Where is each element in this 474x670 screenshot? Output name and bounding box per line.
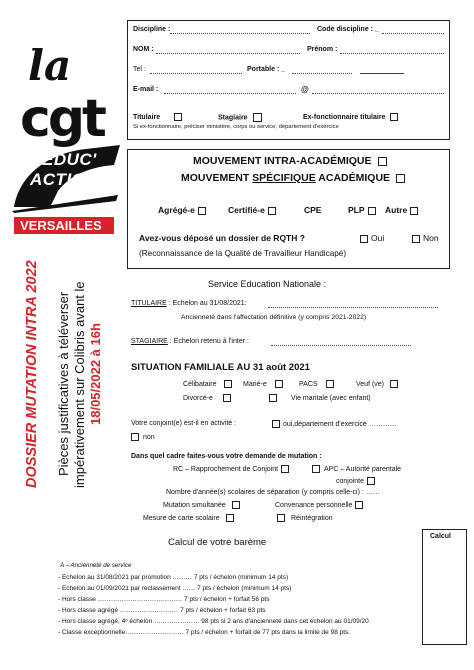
- certifie-option[interactable]: [228, 205, 276, 215]
- titulaire-echelon-text: : Echelon au 31/08/2021:: [166, 300, 247, 307]
- plp-label: PLP: [348, 205, 365, 215]
- apc-conjointe-option[interactable]: [336, 477, 375, 485]
- reintegration-label: Réintégration: [291, 514, 333, 522]
- agrege-label: Agrégé-e: [158, 205, 195, 215]
- side-line-1: Pièces justificatives à téléverser: [56, 291, 71, 476]
- svg-text:la: la: [28, 41, 72, 90]
- email-label: E-mail :: [133, 86, 159, 93]
- reintegration-checkbox[interactable]: [277, 514, 285, 522]
- bareme-row-3: - Hors classe ………………………………… 7 pts / échelon + forfait 56 pts: [58, 596, 270, 603]
- agrege-checkbox[interactable]: [198, 207, 206, 215]
- titulaire-label: Titulaire: [133, 113, 161, 121]
- rqth-non-option[interactable]: [412, 233, 439, 243]
- ex-fonctionnaire-option[interactable]: [303, 113, 398, 121]
- anciennete-label: Ancienneté dans l'affectation définitive (y compris 2021-2022): [181, 314, 367, 321]
- ex-fonctionnaire-checkbox[interactable]: [390, 113, 398, 121]
- prenom-field[interactable]: [340, 53, 444, 54]
- apc-option[interactable]: [312, 465, 401, 473]
- service-title: Service Education Nationale :: [208, 279, 327, 289]
- plp-option[interactable]: [348, 205, 376, 215]
- pacs-checkbox[interactable]: [326, 380, 334, 388]
- celibataire-label: Célibataire: [183, 380, 217, 388]
- divorce-label: Divorcé-e: [183, 394, 213, 402]
- stagiaire-checkbox[interactable]: [253, 113, 262, 122]
- titulaire-echelon: [131, 300, 247, 307]
- portable-label: Portable : _: [247, 66, 286, 73]
- titulaire-option[interactable]: [133, 113, 182, 121]
- conjoint-oui-label: oui,département d'exercice …………: [283, 420, 397, 428]
- discipline-label: Discipline :: [133, 26, 171, 33]
- cadre-question: Dans quel cadre faites-vous votre demande de mutation :: [131, 453, 322, 460]
- simultanee-option[interactable]: [163, 501, 240, 509]
- apc-checkbox[interactable]: [312, 465, 320, 473]
- calcul-label: Calcul: [430, 533, 452, 540]
- carte-label: Mesure de carte scolaire: [143, 514, 220, 522]
- code-discipline-field[interactable]: [382, 33, 444, 34]
- dossier-title: DOSSIER MUTATION INTRA 2022: [24, 260, 40, 488]
- calcul-box[interactable]: [422, 529, 467, 645]
- conjoint-non-checkbox[interactable]: [131, 433, 139, 441]
- bareme-title: Calcul de votre barème: [168, 537, 267, 548]
- rqth-non-label: Non: [423, 233, 439, 243]
- divorce-option[interactable]: [183, 394, 231, 402]
- titulaire-checkbox[interactable]: [174, 113, 182, 121]
- email-domain-field[interactable]: [312, 93, 444, 94]
- bareme-row-5: - Hors classe agrégé, 4ᵉ échelon ………………… 98 pts si 2 ans d'ancienneté dans cet échelon au 01/09/20: [58, 618, 369, 625]
- agrege-option[interactable]: [158, 205, 206, 215]
- conjoint-non-option[interactable]: [131, 433, 155, 441]
- marie-label: Marié-e: [243, 380, 267, 388]
- pacs-label: PACS: [299, 380, 318, 388]
- divorce-checkbox[interactable]: [223, 394, 231, 402]
- tel-label: Tel :: [133, 66, 146, 73]
- identity-box: [127, 20, 450, 140]
- celibataire-checkbox[interactable]: [224, 380, 232, 388]
- situation-title: SITUATION FAMILIALE AU 31 août 2021: [131, 362, 310, 373]
- marie-checkbox[interactable]: [275, 380, 283, 388]
- mouvement-specifique-b: SPÉCIFIQUE: [252, 172, 316, 184]
- rqth-oui-label: Oui: [371, 233, 385, 243]
- cpe-option[interactable]: [304, 205, 321, 215]
- educ-line1: ÉDUC': [42, 150, 97, 169]
- apc-label: APC – Autorité parentale: [324, 465, 402, 473]
- titulaire-section-label: TITULAIRE: [131, 300, 167, 307]
- carte-option[interactable]: [143, 514, 234, 522]
- mouvement-specifique-checkbox[interactable]: [396, 174, 405, 183]
- ex-fonctionnaire-label: Ex-fonctionnaire titulaire: [303, 113, 386, 121]
- simultanee-checkbox[interactable]: [232, 501, 240, 509]
- bareme-row-2: - Echelon au 01/09/2021 par reclassement …… 7 pts / échelon (minimum 14 pts): [58, 585, 292, 592]
- stagiaire-echelon-text: : Echelon retenu à l'inter :: [167, 338, 249, 345]
- mouvement-intra-label: MOUVEMENT INTRA-ACADÉMIQUE: [193, 155, 372, 167]
- reintegration-option[interactable]: [277, 514, 333, 522]
- stagiaire-echelon: [131, 338, 249, 345]
- convenance-option[interactable]: [275, 501, 363, 509]
- mouvement-specifique-option[interactable]: [181, 172, 405, 184]
- veuf-option[interactable]: [356, 380, 398, 388]
- at-sign: @: [301, 85, 309, 94]
- nom-field[interactable]: [156, 53, 300, 54]
- autre-checkbox[interactable]: [410, 207, 418, 215]
- mouvement-intra-option[interactable]: [193, 155, 387, 167]
- stagiaire-label: Stagiaire: [218, 114, 248, 122]
- cgt-logo: [14, 40, 114, 160]
- stagiaire-echelon-field[interactable]: [271, 345, 411, 346]
- conjoint-non-label: non: [143, 433, 155, 441]
- autre-option[interactable]: [385, 205, 418, 215]
- stagiaire-option[interactable]: [218, 113, 262, 122]
- bareme-row-4: - Hors classe agrégé ……………………… 7 pts / échelon + forfait 63 pts: [58, 607, 266, 614]
- titulaire-echelon-field[interactable]: [268, 307, 438, 308]
- svg-text:cgt: cgt: [20, 89, 104, 149]
- code-discipline-label: Code discipline : _: [317, 26, 379, 33]
- section-a-title: A – Ancienneté de service: [60, 562, 132, 569]
- certifie-label: Certifié-e: [228, 205, 265, 215]
- conjoint-question: Votre conjoint(e) est-il en activité :: [131, 420, 237, 427]
- tel-field[interactable]: [150, 73, 242, 74]
- mouvement-intra-checkbox[interactable]: [378, 157, 387, 166]
- rqth-oui-checkbox[interactable]: [360, 235, 368, 243]
- rc-label: RC – Rapprochement de Conjoint: [173, 465, 279, 473]
- rqth-oui-option[interactable]: [360, 233, 384, 243]
- rqth-detail: (Reconnaissance de la Qualité de Travailleur Handicapé): [139, 249, 347, 258]
- bareme-row-1: - Echelon au 31/08/2021 par promotion ……… 7 pts / échelon (minimum 14 pts): [58, 574, 289, 581]
- ex-fonctionnaire-note: Si ex-fonctionnaire, préciser ministère, corps ou service, département d'exercice: [133, 124, 339, 130]
- convenance-label: Convenance personnelle: [275, 501, 353, 509]
- portable-field[interactable]: [292, 73, 352, 74]
- rc-option[interactable]: [173, 465, 289, 473]
- apc-conjointe-label: conjointe: [336, 477, 365, 485]
- conjoint-oui-checkbox[interactable]: [272, 420, 280, 428]
- side-deadline: 18/05/2022 à 16h: [88, 323, 103, 425]
- annees-separation[interactable]: Nombre d'année(s) scolaires de séparation (y compris celle-ci) : ……: [166, 489, 380, 496]
- educ-line2: ACTION: [30, 170, 99, 189]
- vie-maritale-option[interactable]: [269, 394, 371, 402]
- rc-checkbox[interactable]: [281, 465, 289, 473]
- vie-maritale-label: Vie maritale (avec enfant): [291, 394, 371, 402]
- conjoint-oui-option[interactable]: [272, 420, 397, 428]
- region-label: VERSAILLES: [20, 218, 102, 233]
- mouvement-specifique-c: ACADÉMIQUE: [315, 172, 391, 184]
- celibataire-option[interactable]: [183, 380, 232, 388]
- carte-checkbox[interactable]: [226, 514, 234, 522]
- bareme-row-6: - Classe exceptionnelle……………………… 7 pts / échelon + forfait de 77 pts dans la limite de 98 pts.: [58, 629, 351, 636]
- cpe-label: CPE: [304, 205, 322, 215]
- vie-maritale-checkbox[interactable]: [269, 394, 277, 402]
- portable-field-2[interactable]: [360, 73, 404, 74]
- discipline-field[interactable]: [170, 33, 310, 34]
- apc-conjointe-checkbox[interactable]: [367, 477, 375, 485]
- pacs-option[interactable]: [299, 380, 334, 388]
- prenom-label: Prénom :: [307, 46, 338, 53]
- side-line-2: impérativement sur Colibris avant le: [72, 281, 87, 488]
- rqth-non-checkbox[interactable]: [412, 235, 420, 243]
- plp-checkbox[interactable]: [368, 207, 376, 215]
- simultanee-label: Mutation simultanée: [163, 501, 226, 509]
- stagiaire-section-label: STAGIAIRE: [131, 338, 168, 345]
- nom-label: NOM :: [133, 46, 154, 53]
- veuf-checkbox[interactable]: [390, 380, 398, 388]
- rqth-question: Avez-vous déposé un dossier de RQTH ?: [139, 233, 305, 243]
- certifie-checkbox[interactable]: [268, 207, 276, 215]
- autre-label: Autre: [385, 205, 408, 215]
- email-field[interactable]: [164, 93, 296, 94]
- mouvement-specifique-a: MOUVEMENT: [181, 172, 253, 184]
- marie-option[interactable]: [243, 380, 283, 388]
- convenance-checkbox[interactable]: [355, 501, 363, 509]
- veuf-label: Veuf (ve): [356, 380, 385, 388]
